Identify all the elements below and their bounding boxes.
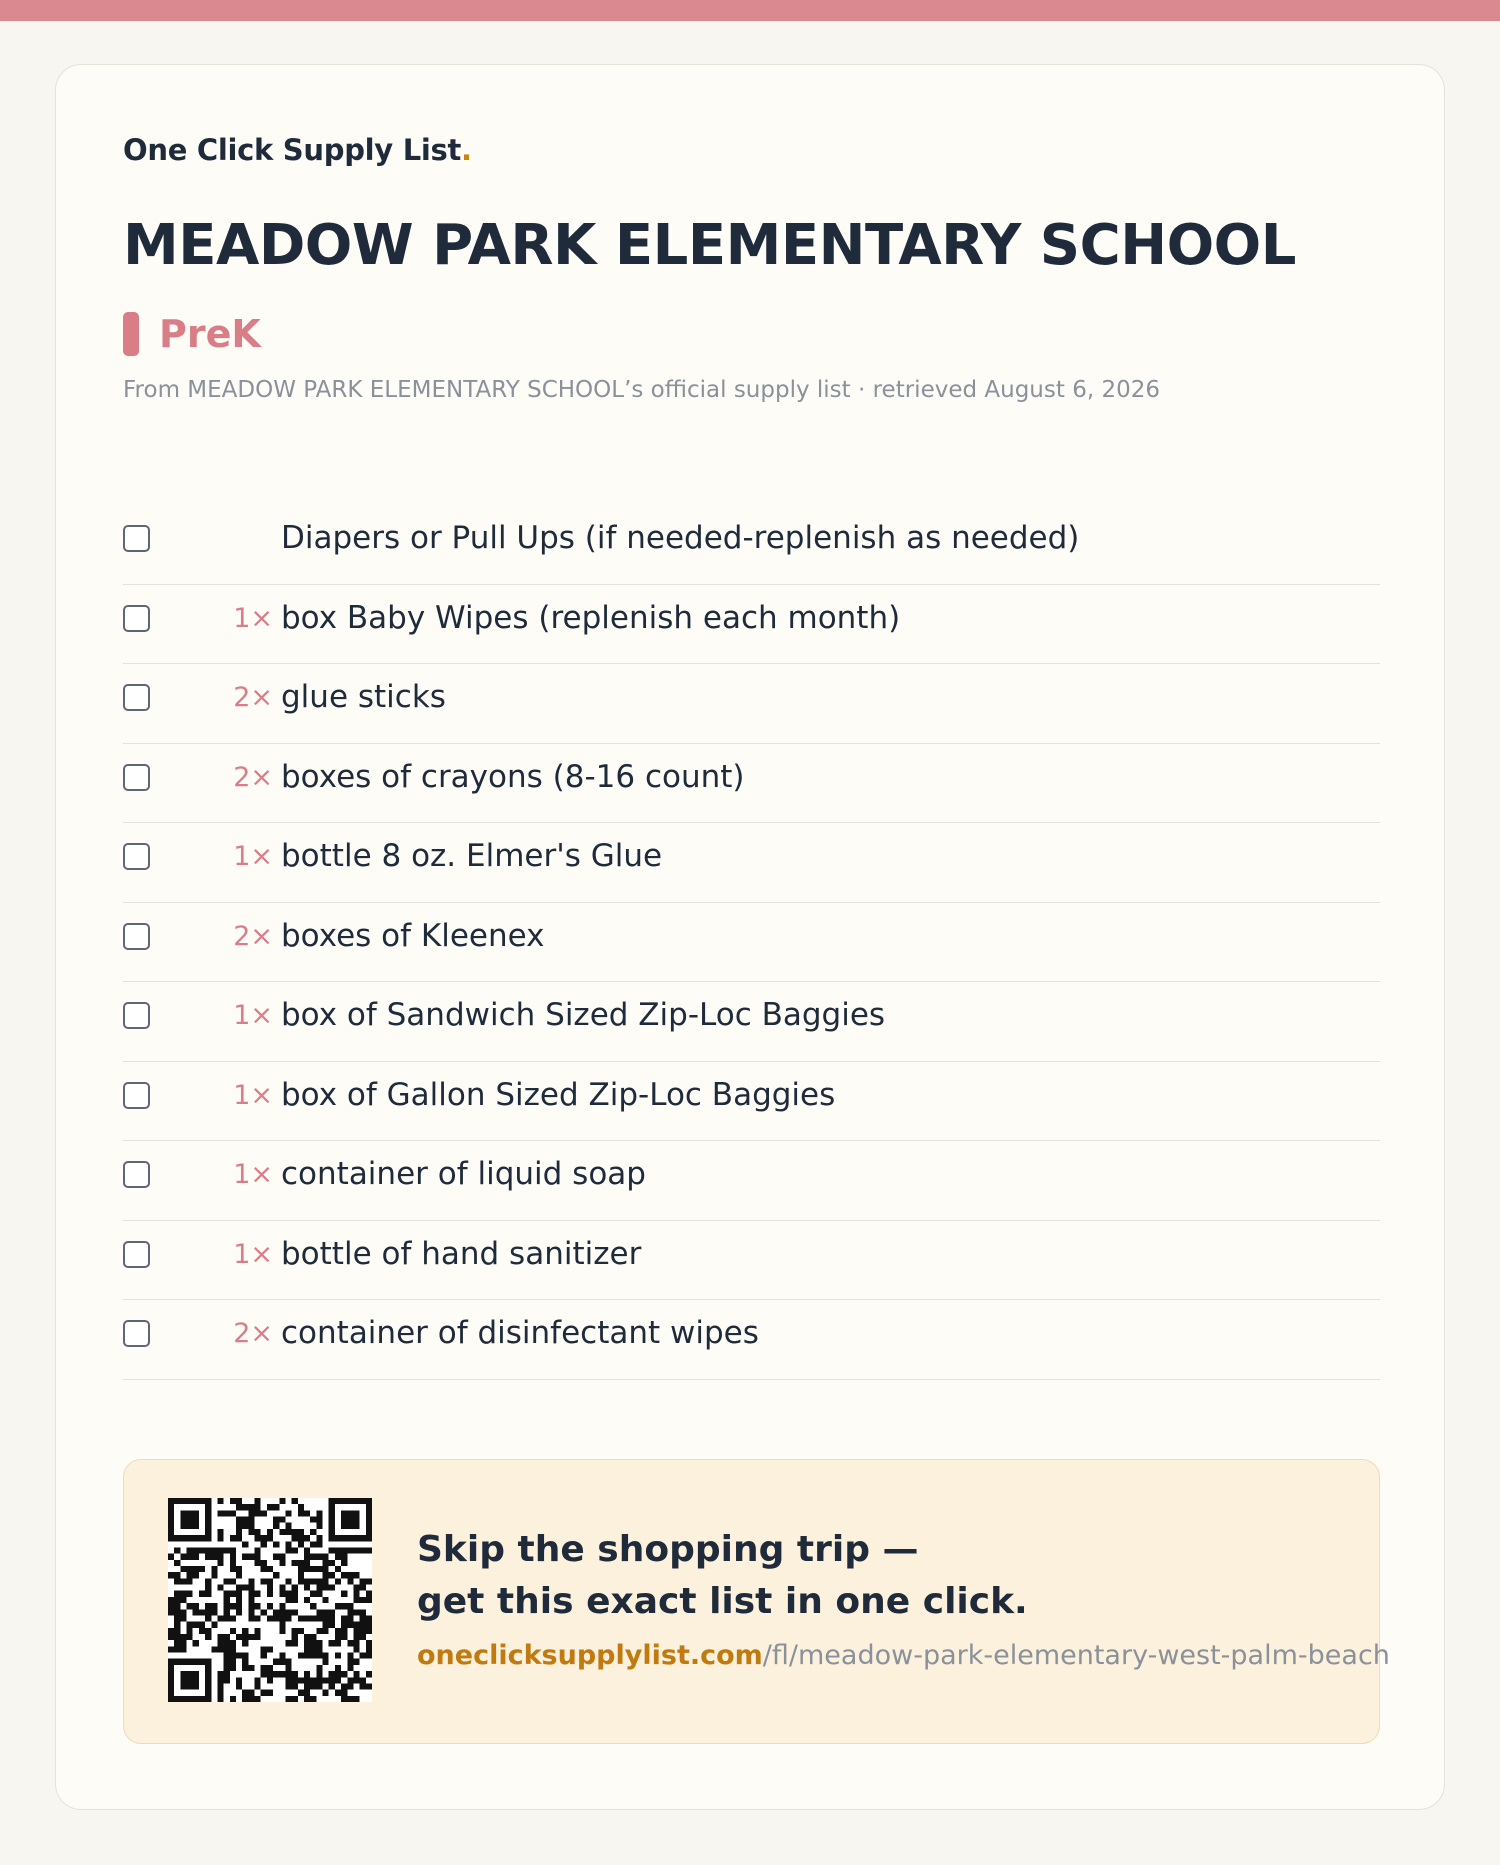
brand-logo xyxy=(123,133,472,167)
item-quantity: 1× xyxy=(233,1238,273,1270)
item-description: Diapers or Pull Ups (if needed-replenish as needed) xyxy=(281,520,1080,556)
brand-name: One Click Supply List xyxy=(123,133,462,167)
supply-list xyxy=(123,505,1380,1380)
item-quantity: 2× xyxy=(233,1318,273,1349)
item-checkbox[interactable] xyxy=(123,1161,150,1188)
item-quantity: 1× xyxy=(233,841,273,872)
url-path: /fl/meadow-park-elementary-west-palm-beach xyxy=(762,1640,1390,1671)
item-description: boxes of crayons (8-16 count) xyxy=(281,758,745,795)
item-description: glue sticks xyxy=(281,679,446,715)
grade-heading xyxy=(123,311,261,357)
list-item xyxy=(123,903,1380,983)
url-domain: oneclicksupplylist.com xyxy=(417,1640,763,1671)
item-description: box of Gallon Sized Zip-Loc Baggies xyxy=(281,1076,836,1113)
grade-label: PreK xyxy=(159,312,261,356)
item-checkbox[interactable] xyxy=(123,764,150,791)
item-checkbox[interactable] xyxy=(123,923,150,950)
item-description: box Baby Wipes (replenish each month) xyxy=(281,599,901,636)
list-item xyxy=(123,1221,1380,1301)
item-quantity: 1× xyxy=(233,1079,273,1111)
item-quantity: 1× xyxy=(233,602,273,634)
item-description: bottle of hand sanitizer xyxy=(281,1235,642,1272)
list-item xyxy=(123,505,1380,585)
list-item xyxy=(123,823,1380,903)
item-description: container of liquid soap xyxy=(281,1156,646,1192)
item-description: boxes of Kleenex xyxy=(281,917,545,954)
promo-line-2: get this exact list in one click. xyxy=(417,1581,1028,1622)
list-item xyxy=(123,585,1380,665)
grade-accent-bar xyxy=(123,312,139,356)
promo-heading xyxy=(417,1524,1028,1628)
list-item xyxy=(123,982,1380,1062)
promo-box xyxy=(123,1459,1390,1744)
item-checkbox[interactable] xyxy=(123,1241,150,1268)
school-title: MEADOW PARK ELEMENTARY SCHOOL xyxy=(123,213,1296,278)
item-checkbox[interactable] xyxy=(123,843,150,870)
item-checkbox[interactable] xyxy=(123,1082,150,1109)
list-item xyxy=(123,744,1380,824)
list-item xyxy=(123,664,1380,744)
item-quantity: 2× xyxy=(233,920,273,952)
item-checkbox[interactable] xyxy=(123,1320,150,1347)
qr-code-icon[interactable] xyxy=(168,1498,372,1702)
promo-url-link[interactable] xyxy=(417,1640,1390,1671)
item-quantity: 2× xyxy=(233,761,273,793)
item-description: box of Sandwich Sized Zip-Loc Baggies xyxy=(281,997,886,1033)
list-item xyxy=(123,1300,1380,1380)
item-quantity: 1× xyxy=(233,1159,273,1190)
source-note: From MEADOW PARK ELEMENTARY SCHOOL’s official supply list · retrieved August 6, 2026 xyxy=(123,377,1160,403)
item-description: container of disinfectant wipes xyxy=(281,1315,759,1351)
item-quantity: 1× xyxy=(233,1000,273,1031)
list-item xyxy=(123,1141,1380,1221)
brand-dot: . xyxy=(461,133,472,167)
list-item xyxy=(123,1062,1380,1142)
item-description: bottle 8 oz. Elmer's Glue xyxy=(281,838,663,874)
item-checkbox[interactable] xyxy=(123,605,150,632)
item-quantity: 2× xyxy=(233,682,273,713)
supply-list-card xyxy=(55,64,1445,1810)
item-checkbox[interactable] xyxy=(123,525,150,552)
top-accent-bar xyxy=(0,0,1500,21)
promo-line-1: Skip the shopping trip — xyxy=(417,1529,919,1570)
item-checkbox[interactable] xyxy=(123,684,150,711)
item-checkbox[interactable] xyxy=(123,1002,150,1029)
